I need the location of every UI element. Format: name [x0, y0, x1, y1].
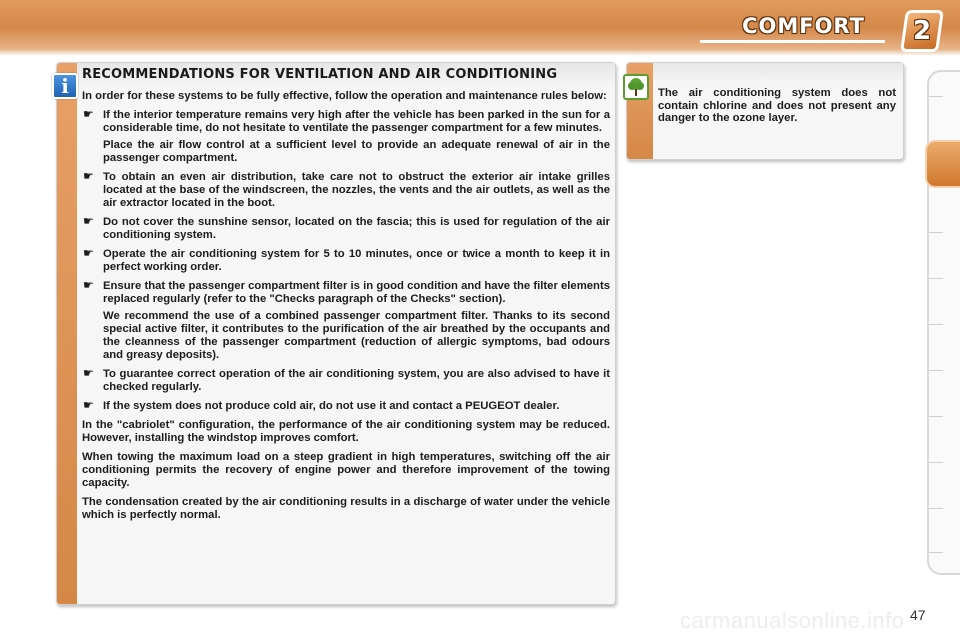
tab-divider [929, 552, 943, 553]
tab-divider [929, 370, 943, 371]
tree-icon [623, 74, 649, 100]
tab-divider [929, 508, 943, 509]
list-item-text: Ensure that the passenger compartment filter is in good condition and have the filter elements replaced regularly (refer to the "Checks paragraph of the Checks" section). [103, 280, 610, 305]
list-item [82, 248, 610, 274]
list-item [82, 400, 610, 413]
tab-divider [929, 96, 943, 97]
list-item-text: If the interior temperature remains very high after the vehicle has been parked in the sun for a considerable time, do not hesitate to ventilate the passenger compartment for a few minutes. [103, 109, 610, 134]
chapter-number: 2 [912, 16, 932, 46]
pointing-hand-icon: ☛ [83, 366, 94, 380]
list-item-text: Operate the air conditioning system for 5 to 10 minutes, once or twice a month to keep it in perfect working order. [103, 248, 610, 273]
chapter-tab-comfort-active[interactable] [925, 140, 960, 188]
tab-divider [929, 462, 943, 463]
list-item [82, 368, 610, 394]
list-item [82, 216, 610, 242]
pointing-hand-icon: ☛ [83, 398, 94, 412]
chapter-number-badge [900, 10, 944, 52]
pointing-hand-icon: ☛ [83, 214, 94, 228]
pointing-hand-icon: ☛ [83, 246, 94, 260]
list-item [82, 171, 610, 210]
list-item [82, 109, 610, 165]
pointing-hand-icon: ☛ [83, 107, 94, 121]
chapter-title: COMFORT [742, 14, 865, 38]
watermark: carmanualsonline.info [680, 608, 905, 633]
section-title: RECOMMENDATIONS FOR VENTILATION AND AIR CONDITIONING [82, 67, 558, 82]
recommendations-content [82, 68, 610, 528]
tab-divider [929, 232, 943, 233]
list-item-extra-text: We recommend the use of a combined passenger compartment filter. Thanks to its second special active filter, it contributes to the purification of the air breathed by the occupants and the cleanness of the passenger compartment (reduction of allergic symptoms, bad odours and greasy deposits). [103, 310, 610, 361]
pointing-hand-icon: ☛ [83, 169, 94, 183]
closing-paragraphs [82, 419, 610, 522]
list-item-text: Do not cover the sunshine sensor, located on the fascia; this is used for regulation of the air conditioning system. [103, 216, 610, 241]
pointing-hand-icon: ☛ [83, 278, 94, 292]
list-item-extra-text: Place the air flow control at a sufficient level to provide an adequate renewal of air in the passenger compartment. [103, 139, 610, 164]
intro-paragraph: In order for these systems to be fully effective, follow the operation and maintenance rules below: [82, 90, 607, 102]
list-item-text: To obtain an even air distribution, take care not to obstruct the exterior air intake grilles located at the base of the windscreen, the nozzles, the vents and the air outlets, as well as the air extractor located in the boot. [103, 171, 610, 209]
list-item-text: To guarantee correct operation of the air conditioning system, you are also advised to have it checked regularly. [103, 368, 610, 393]
list-item [82, 280, 610, 362]
tab-divider [929, 416, 943, 417]
closing-paragraph: The condensation created by the air conditioning results in a discharge of water under the vehicle which is perfectly normal. [82, 496, 610, 521]
recommendation-list [82, 109, 610, 413]
page-number: 47 [910, 607, 926, 623]
tab-divider [929, 324, 943, 325]
environment-note: The air conditioning system does not contain chlorine and does not present any danger to the ozone layer. [658, 87, 896, 124]
list-item-text: If the system does not produce cold air, do not use it and contact a PEUGEOT dealer. [103, 400, 560, 412]
tab-divider [929, 278, 943, 279]
box-header-shade [653, 63, 903, 83]
closing-paragraph: When towing the maximum load on a steep gradient in high temperatures, switching off the air conditioning permits the recovery of engine power and therefore improvement of the towing capacity. [82, 451, 610, 489]
closing-paragraph: In the "cabriolet" configuration, the performance of the air conditioning system may be reduced. However, installing the windstop improves comfort. [82, 419, 610, 444]
header-divider-line [700, 40, 885, 43]
info-icon: i [52, 73, 78, 99]
box-accent-strip [57, 63, 77, 604]
